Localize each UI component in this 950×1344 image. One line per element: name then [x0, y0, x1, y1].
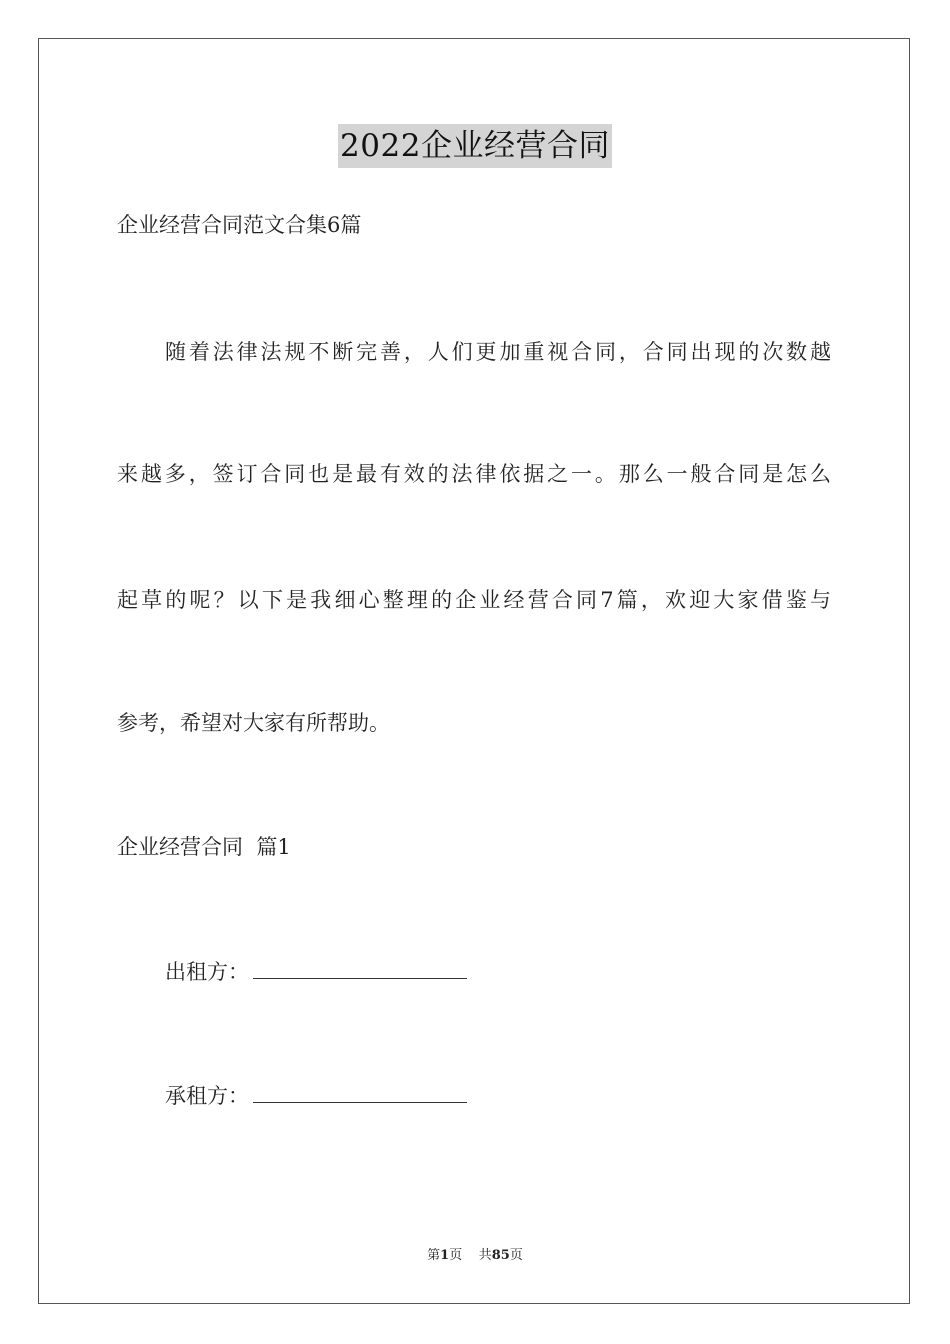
footer-page-suffix: 页	[449, 1248, 463, 1263]
section-heading: 企业经营合同 篇1	[117, 835, 291, 859]
footer-total-pages: 85	[491, 1248, 510, 1263]
footer-total-prefix: 共	[478, 1248, 492, 1263]
title-container	[0, 124, 950, 168]
lessor-label: 出租方：	[165, 960, 249, 984]
intro-line-1: 随着法律法规不断完善，人们更加重视合同，合同出现的次数越	[165, 340, 831, 364]
document-subtitle: 企业经营合同范文合集6篇	[117, 213, 362, 237]
intro-line-4: 参考，希望对大家有所帮助。	[117, 711, 390, 735]
footer-page-prefix: 第	[427, 1248, 441, 1263]
lessor-blank-line[interactable]	[253, 958, 467, 979]
footer-total-suffix: 页	[509, 1248, 523, 1263]
lessee-blank-line[interactable]	[253, 1082, 467, 1103]
page-footer	[0, 1247, 950, 1265]
lessee-field-row	[165, 1081, 467, 1111]
document-title: 2022企业经营合同	[338, 124, 612, 168]
lessee-label: 承租方：	[165, 1084, 249, 1108]
footer-page-number: 1	[440, 1248, 450, 1263]
intro-line-3: 起草的呢？以下是我细心整理的企业经营合同7篇，欢迎大家借鉴与	[117, 588, 831, 612]
intro-line-2: 来越多，签订合同也是最有效的法律依据之一。那么一般合同是怎么	[117, 462, 831, 486]
lessor-field-row	[165, 957, 467, 987]
